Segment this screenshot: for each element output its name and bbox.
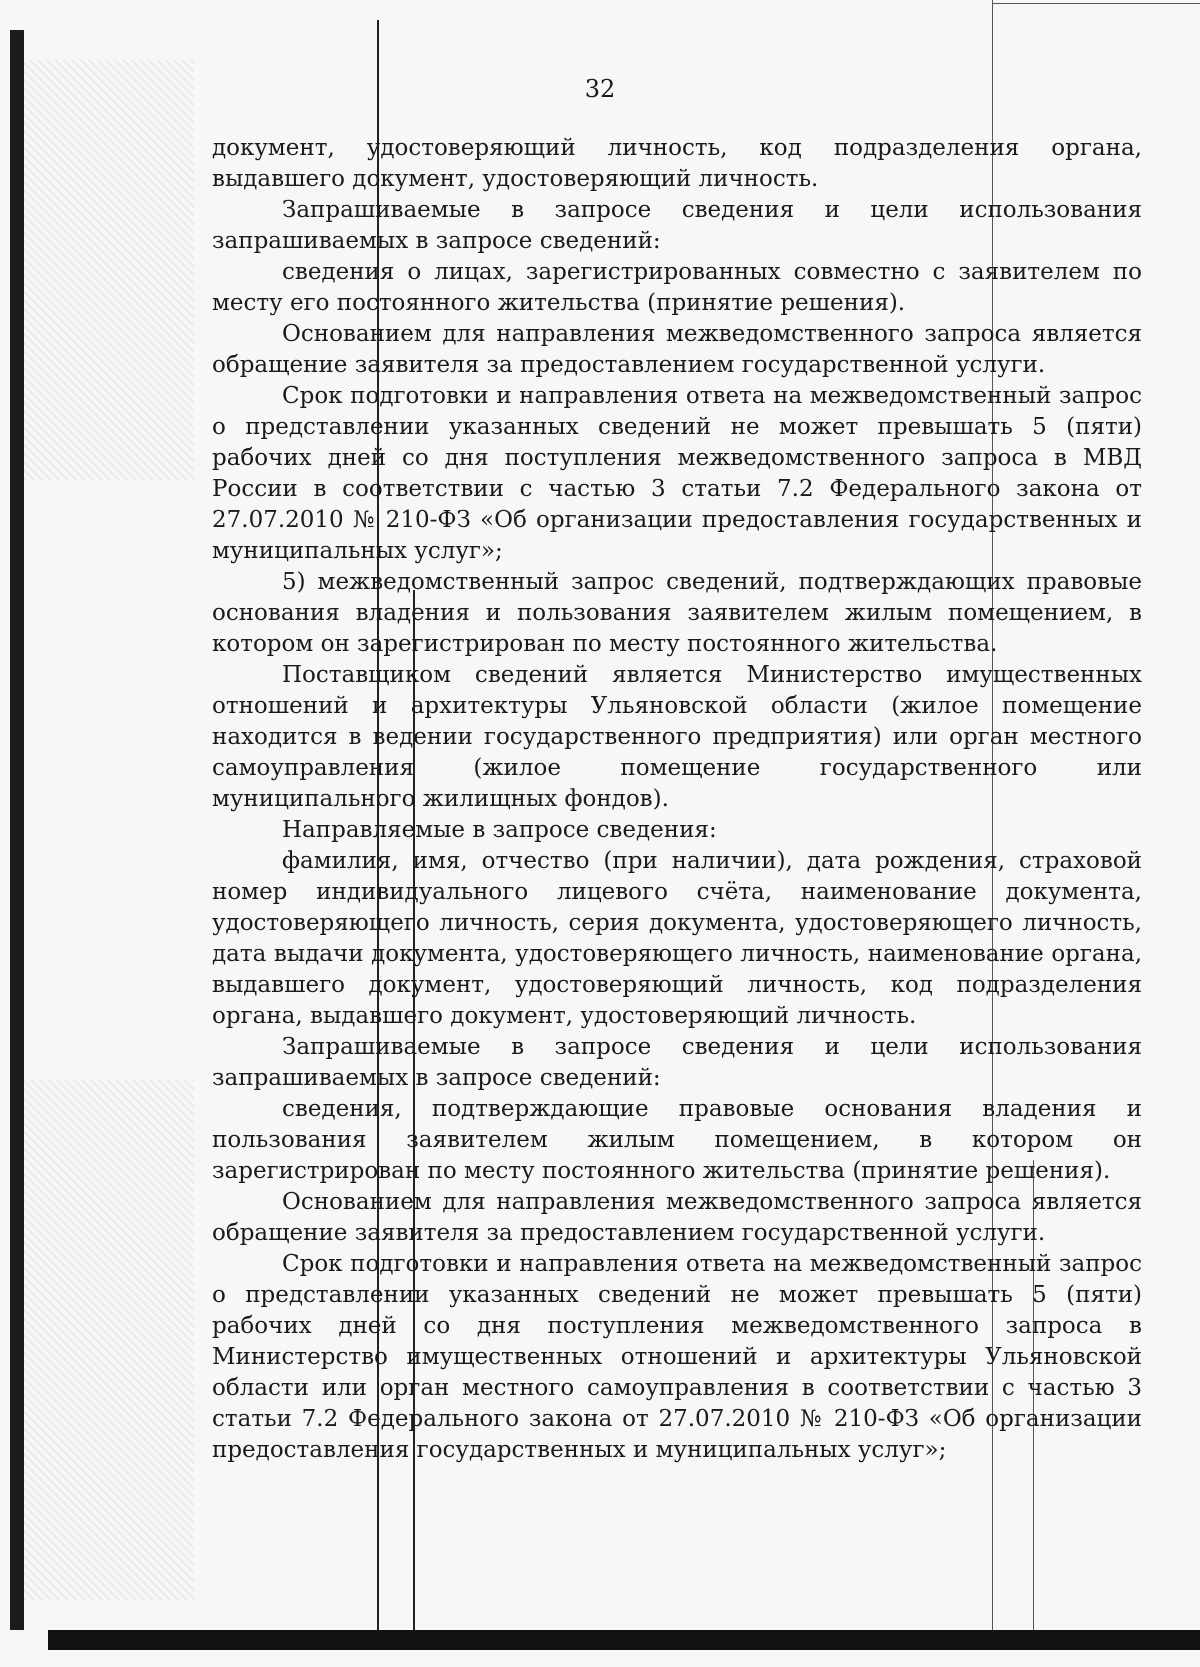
paragraph: фамилия, имя, отчество (при наличии), дата рождения, страховой номер индивидуального лицевого счёта, наименование документа, удостоверяющего личность, серия документа, удостоверяющего личность, дата выдачи документа, удостоверяющего личность, наименование органа, выдавшего документ, удостоверяющий личность, код подразделения органа, выдавшего документ, удостоверяющий личность. bbox=[212, 848, 1142, 1029]
scan-bottom-border bbox=[48, 1630, 1200, 1650]
paragraph: сведения, подтверждающие правовые основания владения и пользования заявителем жилым помещением, в котором он зарегистрирован по месту постоянного жительства (принятие решения). bbox=[212, 1096, 1142, 1184]
scan-left-border bbox=[10, 30, 24, 1630]
paragraph: Поставщиком сведений является Министерство имущественных отношений и архитектуры Ульяновской области (жилое помещение находится в ведении государственного предприятия) или орган местного самоуправления (жилое помещение государственного или муниципального жилищных фондов). bbox=[212, 662, 1142, 812]
paragraph: 5) межведомственный запрос сведений, подтверждающих правовые основания владения и пользования заявителем жилым помещением, в котором он зарегистрирован по месту постоянного жительства. bbox=[212, 569, 1142, 657]
paragraph: Основанием для направления межведомственного запроса является обращение заявителя за предоставлением государственной услуги. bbox=[212, 1189, 1142, 1246]
paragraph: Основанием для направления межведомственного запроса является обращение заявителя за предоставлением государственной услуги. bbox=[212, 321, 1142, 378]
scan-noise-top bbox=[24, 60, 194, 480]
paragraph: сведения о лицах, зарегистрированных совместно с заявителем по месту его постоянного жительства (принятие решения). bbox=[212, 259, 1142, 316]
paragraph: Запрашиваемые в запросе сведения и цели использования запрашиваемых в запросе сведений: bbox=[212, 197, 1142, 254]
scan-edge-line bbox=[992, 3, 1200, 4]
paragraph: Запрашиваемые в запросе сведения и цели использования запрашиваемых в запросе сведений: bbox=[212, 1034, 1142, 1091]
paragraph: Срок подготовки и направления ответа на межведомственный запрос о представлении указанных сведений не может превышать 5 (пяти) рабочих дней со дня поступления межведомственного запроса в Министерство имущественных отношений и архитектуры Ульяновской области или орган местного самоуправления в соответствии с частью 3 статьи 7.2 Федерального закона от 27.07.2010 № 210-ФЗ «Об организации предоставления государственных и муниципальных услуг»; bbox=[212, 1251, 1142, 1463]
page-number: 32 bbox=[584, 75, 616, 103]
document-body bbox=[212, 133, 1142, 1466]
scan-noise-bottom bbox=[24, 1080, 194, 1600]
paragraph: Направляемые в запросе сведения: bbox=[282, 817, 717, 843]
paragraph: документ, удостоверяющий личность, код подразделения органа, выдавшего документ, удостоверяющий личность. bbox=[212, 135, 1142, 192]
paragraph: Срок подготовки и направления ответа на межведомственный запрос о представлении указанных сведений не может превышать 5 (пяти) рабочих дней со дня поступления межведомственного запроса в МВД России в соответствии с частью 3 статьи 7.2 Федерального закона от 27.07.2010 № 210-ФЗ «Об организации предоставления государственных и муниципальных услуг»; bbox=[212, 383, 1142, 564]
